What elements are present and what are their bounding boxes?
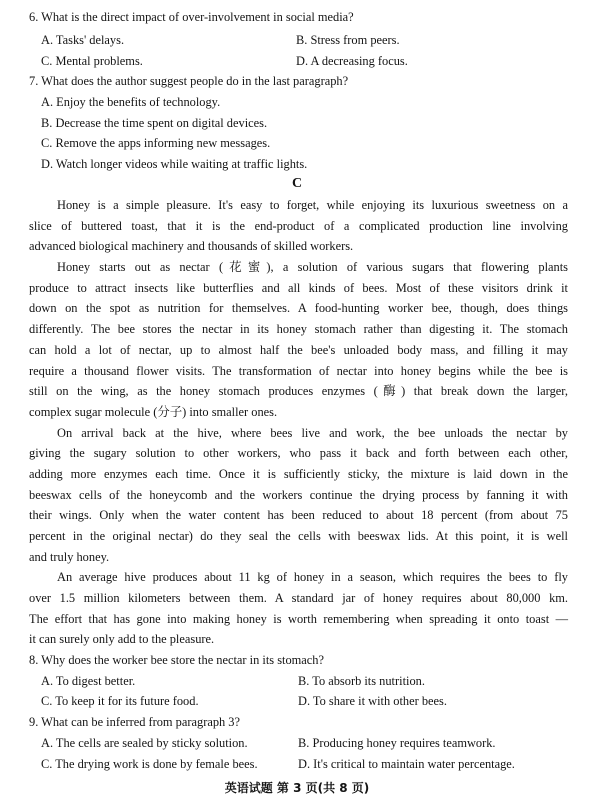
passage-line: giving the sugary solution to other workers, who pass it back and forth between each other, [29,446,568,460]
passage-line: advanced biological machinery and thousands of skilled workers. [29,239,354,253]
q9-stem: 9. What can be inferred from paragraph 3? [29,715,240,729]
passage-line: On arrival back at the hive, where bees live and work, the bee unloads the nectar by [57,426,568,440]
q6-option-a: A. Tasks' delays. [41,33,125,47]
q6-stem: 6. What is the direct impact of over-involvement in social media? [29,10,354,24]
q7-stem: 7. What does the author suggest people do in the last paragraph? [29,74,349,88]
passage-line: The effort that has gone into making honey is worth remembering when spreading it onto toast — [29,612,568,626]
q6-option-c: C. Mental problems. [41,54,143,68]
passage-line: An average hive produces about 11 kg of honey in a season, which requires the bees to fly [57,570,568,584]
passage-line: still on the wing, as the honey stomach produces enzymes (酶) that break down the larger, [29,384,568,398]
passage-line: complex sugar molecule (分子) into smaller ones. [29,405,278,419]
q9-option-c: C. The drying work is done by female bees. [41,757,258,771]
passage-line: and truly honey. [29,550,110,564]
q7-option-b: B. Decrease the time spent on digital devices. [41,116,268,130]
passage-line: Honey starts out as nectar (花蜜), a solution of various sugars that flowering plants [57,260,568,274]
q8-option-a: A. To digest better. [41,674,136,688]
q9-option-a: A. The cells are sealed by sticky solution. [41,736,248,750]
passage-line: produce to attract insects like butterflies and all kinds of bees. Most of these visitors drink it [29,281,568,295]
q7-option-d: D. Watch longer videos while waiting at traffic lights. [41,157,308,171]
q7-option-c: C. Remove the apps informing new messages. [41,136,271,150]
passage-line: beeswax cells of the honeycomb and the workers continue the drying process by fanning it with [29,488,568,502]
passage-line: differently. The bee stores the nectar in its honey stomach rather than digesting it. The stomach [29,322,568,336]
passage-line: slice of buttered toast, that it is the end-product of a complicated production line involving [29,219,568,233]
q8-stem: 8. Why does the worker bee store the nectar in its stomach? [29,653,324,667]
q6-option-b: B. Stress from peers. [296,33,400,47]
q8-option-b: B. To absorb its nutrition. [298,674,425,688]
passage-line: percent in the original nectar) do they seal the cells with beeswax lids. At this point, it is well [29,529,568,543]
passage-line: it can surely only add to the pleasure. [29,632,215,646]
passage-line: require a thousand flower visits. The transformation of nectar into honey begins while the bee is [29,364,568,378]
passage-line: Honey is a simple pleasure. It's easy to forget, while enjoying its luxurious sweetness on a [57,198,568,212]
passage-line: over 1.5 million kilometers between them. A standard jar of honey requires about 80,000 km. [29,591,568,605]
q9-option-d: D. It's critical to maintain water percentage. [298,757,515,771]
passage-line: adding more enzymes each time. Once it is sufficiently sticky, the mixture is laid down in the [29,467,568,481]
passage-line: can hold a lot of nectar, up to almost half the bee's unloaded body mass, and filling it may [29,343,568,357]
q8-option-c: C. To keep it for its future food. [41,694,199,708]
section-heading: C [291,176,303,191]
q9-option-b: B. Producing honey requires teamwork. [298,736,496,750]
q8-option-d: D. To share it with other bees. [298,694,447,708]
q6-option-d: D. A decreasing focus. [296,54,408,68]
passage-line: down on the spot as nutrition for themselves. A food-hunting worker bee, though, does things [29,301,568,315]
passage-line: their wings. Only when the water content has been reduced to about 18 percent (from about 75 [29,508,568,522]
page-footer: 英语试题 第 3 页(共 8 页) [224,781,370,795]
q7-option-a: A. Enjoy the benefits of technology. [41,95,221,109]
